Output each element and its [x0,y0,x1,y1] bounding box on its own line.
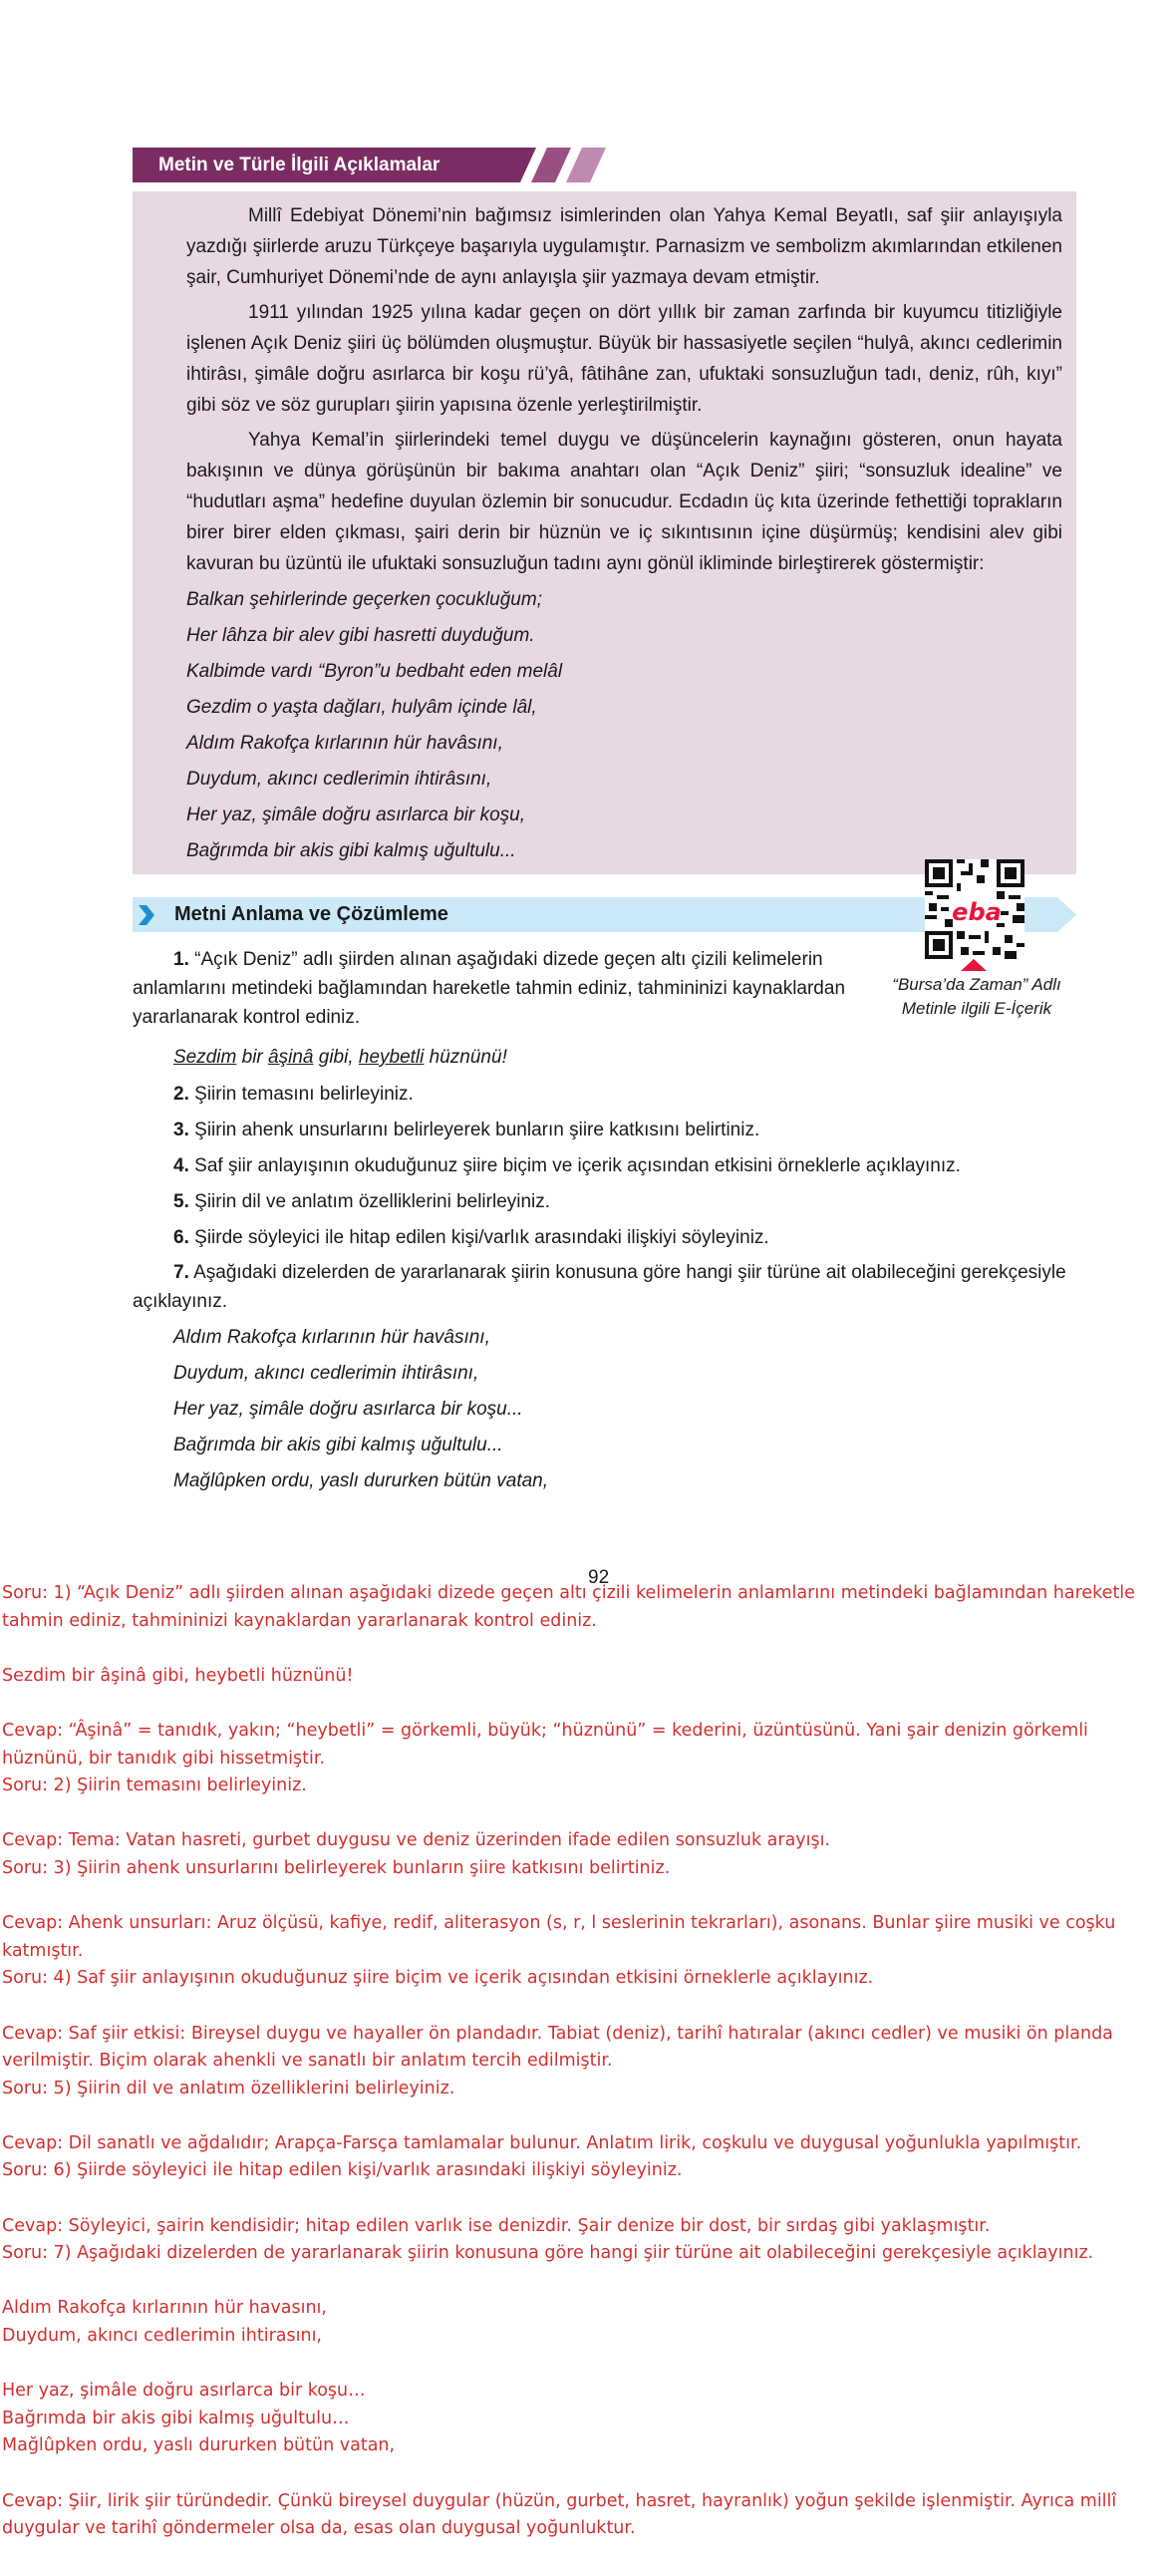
explanation-paragraph: Yahya Kemal’in şiirlerindeki temel duygu ve düşüncelerin kaynağını gösteren, onun hayata bakışının ve dünya görüşünün bir bakıma anahtarı olan “Açık Deniz” şiiri; “sonsuzluk idealine” ve “hudutları aşma” hedefine duyulan özlemin bir sonucudur. Ecdadın üç kıta üzerinde fethettiği toprakların birer birer elden çıkması, şairi derin bir hüznün ve iç sıkıntısının içine düşürmüş; kendisini alev gibi kavuran bu üzüntü ile ufuktaki sonsuzluğun tadını aynı gönül ikliminde birleştirerek göstermiştir: [186,430,1062,574]
answer-line: Cevap: Dil sanatlı ve ağdalıdır; Arapça-Farsça tamlamalar bulunur. Anlatım lirik, coşkulu ve duygusal yoğunlukla yapılmıştır. [2,2132,1082,2153]
question-text: Şiirin temasını belirleyiniz. [194,1084,414,1105]
page-number: 92 [588,1567,610,1588]
underlined-word: Sezdim [173,1047,237,1068]
answers-block [0,1580,1172,2543]
answer-line: Cevap: Saf şiir etkisi: Bireysel duygu ve hayaller ön plandadır. Tabiat (deniz), tarihî hatıralar (akıncı cedler) ve musiki ön planda verilmiştir. Biçim olarak ahenkli ve sanatlı bir anlatım tercih edilmiştir. [2,2023,1113,2072]
answer-line: Cevap: “Âşinâ” = tanıdık, yakın; “heybetli” = görkemli, büyük; “hüznünü” = kederini, üzüntüsünü. Yani şair denizin görkemli hüznünü, bir tanıdık gibi hissetmiştir. [2,1720,1088,1769]
blank-line [2,1993,1170,2021]
blank-line [2,1883,1170,1911]
poem-excerpt [186,582,562,869]
qr-pointer-icon [961,959,987,971]
blank-line [2,2268,1170,2296]
question-5 [173,1187,550,1216]
answer-line: Duydum, akıncı cedlerimin ihtirasını, [2,2326,322,2347]
blank-line [2,1635,1170,1663]
poem-excerpt-2 [173,1320,548,1499]
verse-text: gibi, [313,1047,359,1068]
poem-line: Mağlûpken ordu, yaslı dururken bütün vatan, [173,1470,549,1491]
answer-line: Aldım Rakofça kırlarının hür havasını, [2,2298,327,2319]
poem-line: Gezdim o yaşta dağları, hulyâm içinde lâl, [186,697,537,718]
poem-line: Duydum, akıncı cedlerimin ihtirâsını, [186,769,492,790]
qr-caption-line: “Bursa’da Zaman” Adlı [892,975,1061,994]
answer-line: Soru: 7) Aşağıdaki dizelerden de yararlanarak şiirin konusuna göre hangi şiir türüne ait olabileceğini gerekçesiyle açıklayınız. [2,2243,1094,2264]
header-decor-slant [531,148,571,182]
answer-line: Mağlûpken ordu, yaslı dururken bütün vatan, [2,2435,396,2456]
answer-line: Bağrımda bir akis gibi kalmış uğultulu… [2,2408,350,2428]
question-4 [173,1151,961,1180]
answer-line: Cevap: Tema: Vatan hasreti, gurbet duygusu ve deniz üzerinden ifade edilen sonsuzluk arayışı. [2,1830,831,1851]
blank-line [2,2185,1170,2213]
section-title: Metin ve Türle İlgili Açıklamalar [158,155,440,175]
blank-line [2,1800,1170,1828]
section-title: Metni Anlama ve Çözümleme [174,903,448,925]
answer-line: Soru: 6) Şiirde söyleyici ile hitap edilen kişi/varlık arasındaki ilişkiyi söyleyiniz. [2,2160,683,2181]
poem-line: Her lâhza bir alev gibi hasretti duyduğum. [186,625,535,646]
eba-logo: eba [952,897,1002,926]
verse-text: bir [236,1047,269,1068]
qr-caption [857,973,1096,1021]
poem-line: Aldım Rakofça kırlarının hür havâsını, [186,733,503,754]
qr-code-icon [925,859,1025,959]
answer-line: Cevap: Söyleyici, şairin kendisidir; hitap edilen varlık ise denizdir. Şair denize bir dost, bir sırdaş gibi yaklaşmıştır. [2,2215,991,2236]
question-3 [173,1116,759,1144]
answer-line: Soru: 2) Şiirin temasını belirleyiniz. [2,1775,307,1796]
blank-line [2,2460,1170,2488]
question-number: 1. [173,949,189,970]
answer-line: Soru: 1) “Açık Deniz” adlı şiirden alınan aşağıdaki dizede geçen altı çizili kelimelerin anlamlarını metindeki bağlamından hareketle tahmin ediniz, tahmininizi kaynaklardan yararlanarak kontrol ediniz. [2,1583,1135,1631]
blank-line [2,1690,1170,1718]
example-verse [173,1043,507,1072]
answer-line: Soru: 4) Saf şiir anlayışının okuduğunuz şiire biçim ve içerik açısından etkisini örneklerle açıklayınız. [2,1968,874,1989]
explanation-paragraph: Millî Edebiyat Dönemi’nin bağımsız isimlerinden olan Yahya Kemal Beyatlı, saf şiir anlayışıyla yazdığı şiirlerde aruzu Türkçeye başarıyla uygulamıştır. Parnasizm ve sembolizm akımlarından etkilenen şair, Cumhuriyet Dönemi’nde de aynı anlayışla şiir yazmaya devam etmiştir. [186,205,1062,288]
explanation-box [133,191,1076,874]
question-number: 4. [173,1155,189,1176]
question-6 [173,1223,769,1252]
blank-line [2,2102,1170,2130]
question-number: 3. [173,1120,189,1140]
poem-line: Bağrımda bir akis gibi kalmış uğultulu... [186,840,516,861]
question-text: Şiirin ahenk unsurlarını belirleyerek bunların şiire katkısını belirtiniz. [194,1120,760,1140]
paragraph-text: 1911 yılından 1925 yılına kadar geçen on dört yıllık bir zaman zarfında bir kuyumcu titizliğiyle işlenen Açık Deniz şiiri üç bölümden oluşmuştur. Büyük bir hassasiyetle seçilen “hulyâ, akıncı cedlerimin ihtirâsı, şimâle doğru asırlarca bir koşu rü’yâ, fâtihâne zan, ufuktaki sonsuzluğun tadı, deniz, rûh, kıyı” gibi söz ve söz gurupları şiirin yapısına özenle yerleştirilmiştir. [186,302,1062,416]
poem-line: Her yaz, şimâle doğru asırlarca bir koşu... [173,1399,523,1420]
poem-line: Bağrımda bir akis gibi kalmış uğultulu... [173,1435,503,1455]
question-number: 7. [173,1262,189,1283]
underlined-word: heybetli [358,1047,425,1068]
underlined-word: âşinâ [268,1047,314,1068]
explanation-paragraph [133,297,1062,421]
question-1 [133,945,850,1032]
answer-line: Cevap: Şiir, lirik şiir türündedir. Çünkü bireysel duygular (hüzün, gurbet, hasret, hayranlık) yoğun şekilde işlenmiştir. Ayrıca millî duygular ve tarihî göndermeler olsa da, esas olan duygusal yoğunluktur. [2,2490,1117,2539]
question-number: 2. [173,1084,189,1105]
blank-line [2,2351,1170,2379]
question-number: 5. [173,1191,189,1212]
answer-line: Her yaz, şimâle doğru asırlarca bir koşu… [2,2381,366,2402]
question-text: Saf şiir anlayışının okuduğunuz şiire biçim ve içerik açısından etkisini örneklerle açıklayınız. [194,1155,961,1176]
answer-line: Sezdim bir âşinâ gibi, heybetli hüznünü! [2,1665,354,1686]
chevron-right-icon [137,905,156,925]
question-text: Aşağıdaki dizelerden de yararlanarak şiirin konusuna göre hangi şiir türüne ait olabileceğini gerekçesiyle açıklayınız. [133,1262,1066,1312]
question-7 [133,1258,1076,1316]
poem-line: Balkan şehirlerinde geçerken çocukluğum; [186,589,542,610]
qr-caption-line: Metinle ilgili E-İçerik [901,999,1052,1018]
section-header-aciklamalar [133,148,611,182]
header-decor-slant [566,148,606,182]
poem-line: Her yaz, şimâle doğru asırlarca bir koşu, [186,805,526,825]
qr-code[interactable] [925,859,1025,959]
question-text: Şiirde söyleyici ile hitap edilen kişi/varlık arasındaki ilişkiyi söyleyiniz. [194,1227,769,1248]
question-number: 6. [173,1227,189,1248]
poem-line: Aldım Rakofça kırlarının hür havâsını, [173,1327,490,1348]
answer-line: Cevap: Ahenk unsurları: Aruz ölçüsü, kafiye, redif, aliterasyon (s, r, l seslerinin tekrarları), asonans. Bunlar şiire musiki ve coşku katmıştır. [2,1913,1116,1961]
question-2 [173,1080,414,1109]
answer-line: Soru: 3) Şiirin ahenk unsurlarını belirleyerek bunların şiire katkısını belirtiniz. [2,1857,671,1878]
poem-line: Duydum, akıncı cedlerimin ihtirâsını, [173,1363,479,1384]
verse-text: hüznünü! [424,1047,507,1068]
question-text: “Açık Deniz” adlı şiirden alınan aşağıdaki dizede geçen altı çizili kelimelerin anlamlarını metindeki bağlamından hareketle tahmin ediniz, tahmininizi kaynaklardan yararlanarak kontrol ediniz. [133,949,846,1028]
poem-line: Kalbimde vardı “Byron”u bedbaht eden melâl [186,661,563,682]
question-text: Şiirin dil ve anlatım özelliklerini belirleyiniz. [194,1191,551,1212]
answer-line: Soru: 5) Şiirin dil ve anlatım özelliklerini belirleyiniz. [2,2078,455,2098]
